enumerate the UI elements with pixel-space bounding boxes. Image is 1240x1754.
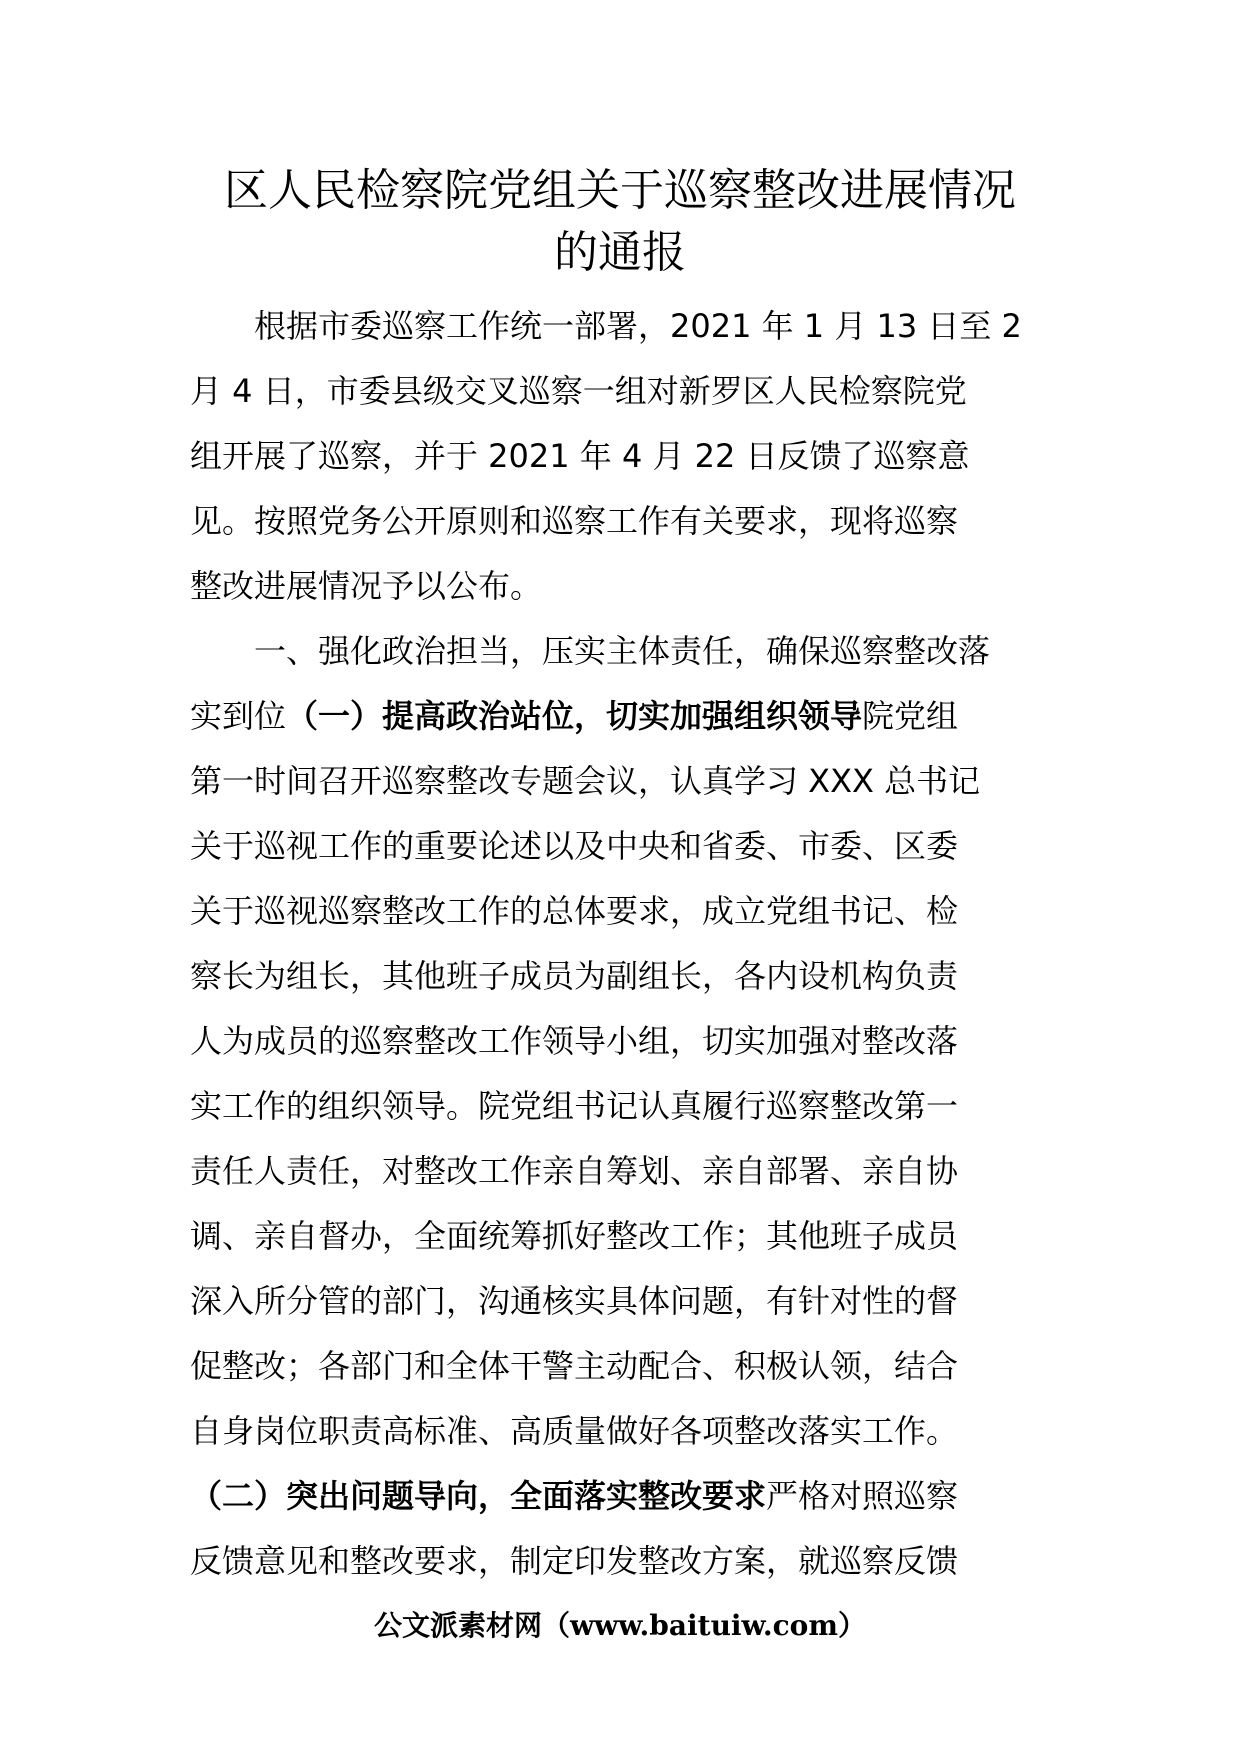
title-line: 的通报 [554, 227, 686, 278]
footer-watermark: 公文派素材网（www.baituiw.com） [374, 1609, 866, 1642]
body-line: 整改进展情况予以公布。 [190, 567, 543, 605]
body-line: 深入所分管的部门，沟通核实具体问题，有针对性的督 [190, 1282, 959, 1320]
document-body [190, 294, 1060, 1594]
title-line: 区人民检察院党组关于巡察整改进展情况 [224, 165, 1016, 216]
body-line [190, 1464, 1060, 1529]
section-heading-line: 一、强化政治担当，压实主体责任，确保巡察整改落 [254, 632, 991, 670]
body-line: 人为成员的巡察整改工作领导小组，切实加强对整改落 [190, 1022, 959, 1060]
body-line: 察长为组长，其他班子成员为副组长，各内设机构负责 [190, 957, 959, 995]
body-line: 组开展了巡察，并于 2021 年 4 月 22 日反馈了巡察意 [190, 437, 970, 475]
body-line [190, 684, 1060, 749]
body-line: 反馈意见和整改要求，制定印发整改方案，就巡察反馈 [190, 1542, 959, 1580]
body-line: 根据市委巡察工作统一部署，2021 年 1 月 13 日至 2 [254, 307, 1022, 345]
body-line: 责任人责任，对整改工作亲自筹划、亲自部署、亲自协 [190, 1152, 959, 1190]
body-line: 见。按照党务公开原则和巡察工作有关要求，现将巡察 [190, 502, 959, 540]
document-title [150, 160, 1090, 284]
body-line: 关于巡视工作的重要论述以及中央和省委、市委、区委 [190, 827, 959, 865]
body-line: 调、亲自督办，全面统筹抓好整改工作；其他班子成员 [190, 1217, 959, 1255]
section-heading-tail: 实到位 [190, 697, 287, 735]
body-text: 严格对照巡察 [766, 1477, 959, 1515]
subsection-heading: （二）突出问题导向，全面落实整改要求 [190, 1477, 767, 1515]
body-line: 实工作的组织领导。院党组书记认真履行巡察整改第一 [190, 1087, 959, 1125]
body-line: 关于巡视巡察整改工作的总体要求，成立党组书记、检 [190, 892, 959, 930]
body-line: 促整改；各部门和全体干警主动配合、积极认领，结合 [190, 1347, 959, 1385]
body-text: 院党组 [862, 697, 959, 735]
body-line: 第一时间召开巡察整改专题会议，认真学习 XXX 总书记 [190, 762, 981, 800]
body-line: 月 4 日，市委县级交叉巡察一组对新罗区人民检察院党 [190, 372, 967, 410]
subsection-heading: （一）提高政治站位，切实加强组织领导 [286, 697, 863, 735]
body-line: 自身岗位职责高标准、高质量做好各项整改落实工作。 [190, 1412, 959, 1450]
